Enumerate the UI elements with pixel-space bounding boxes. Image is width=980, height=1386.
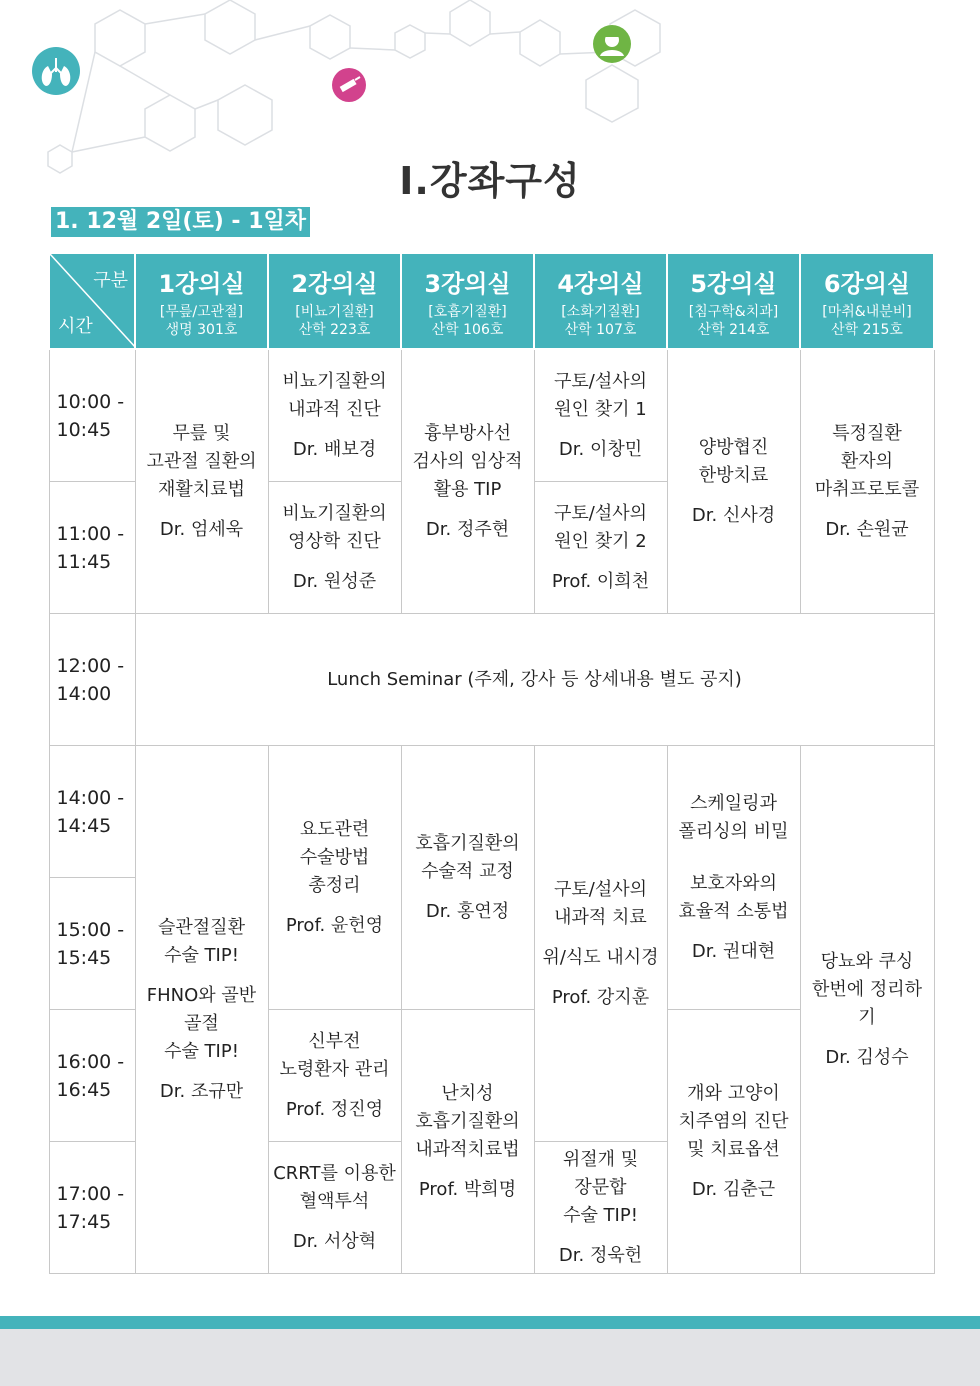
session-title: 혈액투석	[299, 1190, 370, 1212]
time-end: 15:45	[56, 946, 112, 969]
session-title: 수술 TIP!	[164, 1040, 239, 1062]
session-speaker: Dr. 정주현	[425, 518, 510, 540]
time-start: 14:00 -	[56, 786, 125, 809]
session-r6-pm	[800, 746, 934, 1274]
session-r3-1400	[401, 746, 534, 1010]
room-name: 6강의실	[823, 269, 911, 298]
room-category: [호흡기질환]	[428, 303, 507, 320]
session-title: 내과적치료법	[415, 1138, 520, 1160]
session-title: 비뇨기질환의	[282, 370, 387, 392]
session-title: 호흡기질환의	[415, 832, 520, 854]
session-r4-1000	[534, 349, 667, 482]
session-speaker: Dr. 홍연정	[425, 900, 510, 922]
session-title: 난치성	[441, 1082, 494, 1104]
session-title: 수술 TIP!	[164, 944, 239, 966]
session-r2-1700	[268, 1142, 401, 1274]
session-title: 호흡기질환의	[415, 1110, 520, 1132]
session-speaker: Dr. 이창민	[558, 438, 643, 460]
session-speaker: Prof. 강지훈	[551, 986, 650, 1008]
session-title: 특정질환	[832, 422, 902, 444]
time-end: 17:45	[56, 1210, 112, 1233]
session-r6-am	[800, 349, 934, 614]
time-start: 16:00 -	[56, 1050, 125, 1073]
time-cell	[49, 746, 135, 878]
time-cell	[49, 349, 135, 482]
session-title: 구토/설사의	[553, 502, 647, 524]
time-cell	[49, 878, 135, 1010]
room-location: 산학 106호	[431, 321, 504, 338]
session-title: 원인 찾기 1	[554, 398, 647, 420]
day-header: 1. 12월 2일(토) - 1일차	[51, 207, 310, 237]
table-row-1400	[49, 746, 934, 878]
session-speaker: Dr. 신사경	[691, 504, 776, 526]
room-name: 1강의실	[158, 269, 245, 298]
session-speaker: Dr. 권대현	[691, 940, 776, 962]
time-start: 10:00 -	[56, 390, 125, 413]
session-r5-am	[667, 349, 800, 614]
corner-label-time: 시간	[58, 316, 93, 337]
room-name: 2강의실	[291, 269, 378, 298]
room-location: 산학 107호	[564, 321, 637, 338]
session-r3-1600	[401, 1010, 534, 1274]
session-r1-pm	[135, 746, 268, 1274]
session-speaker: Dr. 김춘근	[691, 1178, 776, 1200]
session-speaker: Dr. 정욱헌	[558, 1244, 643, 1266]
room-location: 산학 223호	[298, 321, 371, 338]
session-r5-1400	[667, 746, 800, 1010]
session-title: 한번에 정리하기	[811, 978, 923, 1028]
session-speaker: Prof. 박희명	[418, 1178, 517, 1200]
session-speaker: Dr. 서상혁	[292, 1230, 377, 1252]
lungs-icon	[32, 47, 80, 95]
session-title: 위절개 및	[562, 1148, 639, 1170]
session-title: 흉부방사선	[424, 422, 511, 444]
session-speaker: Dr. 김성수	[825, 1046, 909, 1068]
session-speaker: Dr. 배보경	[292, 438, 377, 460]
time-end: 10:45	[56, 418, 112, 441]
session-title: 수술방법	[299, 846, 370, 868]
session-title: 개와 고양이	[687, 1082, 780, 1104]
room-location: 생명 301호	[165, 321, 238, 338]
session-title: 신부전	[308, 1030, 361, 1052]
session-speaker: Prof. 이희천	[551, 570, 650, 592]
room-header-6	[800, 253, 934, 349]
room-header-4	[534, 253, 667, 349]
session-title: 비뇨기질환의	[282, 502, 387, 524]
session-r4-1400	[534, 746, 667, 1142]
room-name: 3강의실	[424, 269, 511, 298]
session-speaker: Dr. 원성준	[292, 570, 377, 592]
session-speaker: Dr. 조규만	[159, 1080, 244, 1102]
session-r2-1600	[268, 1010, 401, 1142]
room-category: [비뇨기질환]	[295, 303, 374, 320]
session-r2-1000	[268, 349, 401, 482]
session-title: 내과적 진단	[288, 398, 381, 420]
time-start: 11:00 -	[56, 522, 125, 545]
time-end: 14:00	[56, 682, 112, 705]
time-cell	[49, 614, 135, 746]
time-cell	[49, 1010, 135, 1142]
session-speaker: Dr. 엄세욱	[159, 518, 244, 540]
session-title: 치주염의 진단	[678, 1110, 789, 1132]
time-start: 15:00 -	[56, 918, 125, 941]
session-title: 요도관련	[299, 818, 370, 840]
session-title: 수술적 교정	[421, 860, 514, 882]
session-title: 무릎 및	[172, 422, 231, 444]
table-row-1000	[49, 349, 934, 482]
time-end: 16:45	[56, 1078, 112, 1101]
session-title: 효율적 소통법	[678, 900, 789, 922]
room-location: 산학 214호	[697, 321, 770, 338]
time-start: 17:00 -	[56, 1182, 125, 1205]
session-speaker: Dr. 손원균	[825, 518, 909, 540]
session-title: 장문합	[574, 1176, 627, 1198]
session-r4-1100	[534, 482, 667, 614]
room-category: [마취&내분비]	[822, 303, 912, 320]
schedule-table	[48, 252, 935, 1274]
session-r3-am	[401, 349, 534, 614]
doctor-icon	[593, 25, 631, 63]
session-r2-1400	[268, 746, 401, 1010]
session-title: 영상학 진단	[288, 530, 381, 552]
session-title: 및 치료옵션	[687, 1138, 780, 1160]
room-category: [침구학&치과]	[688, 303, 779, 320]
page-title: Ⅰ.강좌구성	[399, 159, 581, 203]
session-title: 구토/설사의	[553, 370, 647, 392]
session-title: 활용 TIP	[433, 478, 502, 500]
session-title: 마취프로토콜	[814, 478, 920, 500]
session-title: 보호자와의	[690, 872, 777, 894]
session-title: 구토/설사의	[553, 878, 647, 900]
session-r1-am	[135, 349, 268, 614]
session-title: 슬관절질환	[158, 916, 245, 938]
session-title: 검사의 임상적	[412, 450, 523, 472]
session-title: 노령환자 관리	[279, 1058, 390, 1080]
room-name: 4강의실	[557, 269, 644, 298]
table-row-1200	[49, 614, 934, 746]
time-start: 12:00 -	[56, 654, 125, 677]
session-title: 수술 TIP!	[563, 1204, 638, 1226]
session-title: 환자의	[840, 450, 894, 472]
session-title: 당뇨와 쿠싱	[820, 950, 914, 972]
session-title: 골절	[184, 1012, 219, 1034]
room-category: [무릎/고관절]	[159, 303, 244, 320]
room-header-1	[135, 253, 268, 349]
session-r4-1700	[534, 1142, 667, 1274]
session-title: 양방협진	[698, 436, 769, 458]
session-title: 총정리	[308, 874, 361, 896]
time-end: 11:45	[56, 550, 112, 573]
syringe-icon	[332, 68, 366, 102]
corner-cell	[49, 253, 135, 349]
room-name: 5강의실	[690, 269, 777, 298]
session-r2-1100	[268, 482, 401, 614]
time-cell	[49, 1142, 135, 1274]
session-title: CRRT를 이용한	[273, 1162, 396, 1184]
session-title: 스케일링과	[690, 792, 777, 814]
room-header-3	[401, 253, 534, 349]
session-title: 폴리싱의 비밀	[678, 820, 789, 842]
footer-accent-bar	[0, 1316, 980, 1329]
footer-bar	[0, 1329, 980, 1386]
session-title: 내과적 치료	[554, 906, 647, 928]
session-title: 위/식도 내시경	[542, 946, 659, 968]
room-location: 산학 215호	[831, 321, 903, 338]
lunch-seminar: Lunch Seminar (주제, 강사 등 상세내용 별도 공지)	[135, 614, 934, 746]
session-title: 고관절 질환의	[146, 450, 257, 472]
room-header-2	[268, 253, 401, 349]
header-row	[49, 253, 934, 349]
session-title: 재활치료법	[158, 478, 245, 500]
time-cell	[49, 482, 135, 614]
room-header-5	[667, 253, 800, 349]
corner-label-category: 구분	[93, 270, 128, 291]
room-category: [소화기질환]	[561, 303, 640, 320]
session-title: FHNO와 골반	[146, 984, 257, 1006]
session-speaker: Prof. 윤헌영	[285, 914, 384, 936]
session-speaker: Prof. 정진영	[285, 1098, 384, 1120]
session-title: 한방치료	[698, 464, 769, 486]
time-end: 14:45	[56, 814, 112, 837]
session-title: 원인 찾기 2	[554, 530, 647, 552]
session-r5-1600	[667, 1010, 800, 1274]
